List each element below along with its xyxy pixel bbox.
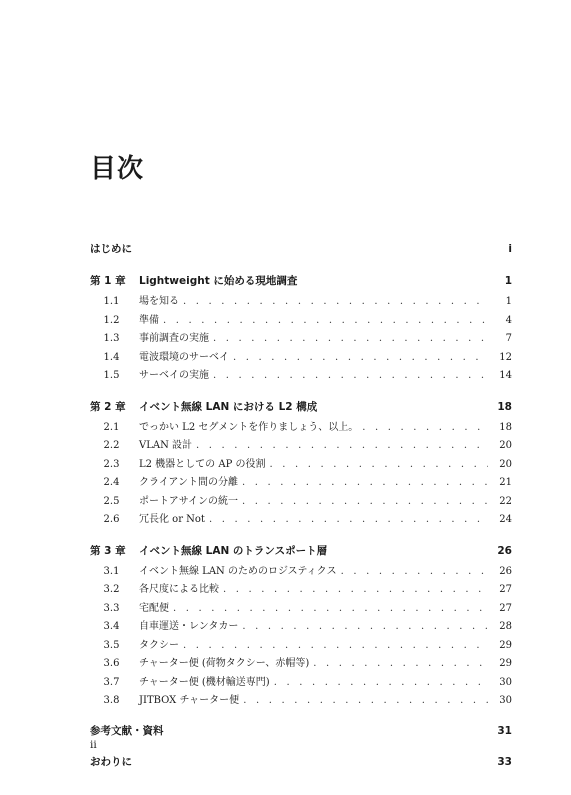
section-page: 12	[499, 351, 512, 363]
section-page: 22	[499, 495, 512, 507]
section-number: 2.1	[103, 421, 120, 433]
section-number: 2.6	[103, 514, 120, 525]
chapter-heading[interactable]	[90, 273, 512, 292]
chapter-number: 第 1 章	[90, 275, 126, 287]
dot-leader	[362, 422, 488, 433]
section-entry[interactable]	[90, 654, 512, 673]
chapter-page: 1	[504, 275, 512, 287]
dot-leader	[183, 296, 488, 307]
section-title: 宅配便	[139, 602, 169, 614]
section-title: 場を知る	[139, 296, 179, 307]
section-page: 27	[499, 602, 512, 614]
dot-leader	[233, 352, 488, 363]
dot-leader	[341, 566, 488, 577]
dot-leader	[270, 459, 489, 470]
section-entry[interactable]	[90, 311, 512, 330]
dot-leader	[242, 621, 488, 632]
section-page: 18	[499, 421, 512, 433]
dot-leader	[163, 315, 488, 326]
section-page: 30	[499, 676, 512, 688]
section-page: 30	[499, 695, 512, 706]
section-page: 29	[499, 639, 512, 651]
section-page: 28	[499, 621, 512, 632]
dot-leader	[196, 440, 488, 451]
section-page: 21	[499, 477, 512, 488]
chapter-block	[90, 399, 512, 529]
section-entry[interactable]	[90, 562, 512, 581]
section-entry[interactable]	[90, 418, 512, 437]
entry-page: 31	[497, 724, 512, 737]
chapter-page: 18	[497, 400, 512, 413]
section-page: 1	[505, 296, 512, 307]
chapter-page: 26	[497, 544, 512, 557]
entry-label: 参考文献・資料	[90, 724, 164, 737]
section-entry[interactable]	[90, 329, 512, 348]
section-title: イベント無線 LAN のためのロジスティクス	[139, 565, 337, 577]
section-title: 各尺度による比較	[139, 584, 219, 595]
section-entry[interactable]	[90, 599, 512, 618]
section-number: 2.5	[103, 495, 120, 507]
section-number: 2.4	[103, 477, 120, 488]
page-number: ii	[90, 739, 97, 751]
chapter-number: 第 3 章	[90, 544, 126, 557]
toc-entry-afterword[interactable]	[90, 754, 512, 772]
dot-leader	[209, 514, 488, 525]
section-number: 1.2	[103, 314, 120, 326]
section-entry[interactable]	[90, 673, 512, 692]
dot-leader	[183, 640, 488, 651]
section-number: 3.2	[103, 584, 120, 595]
section-number: 3.8	[103, 695, 120, 706]
section-entry[interactable]	[90, 292, 512, 311]
section-entry[interactable]	[90, 617, 512, 636]
chapter-block	[90, 543, 512, 710]
dot-leader	[213, 370, 488, 381]
dot-leader	[313, 658, 488, 669]
section-entry[interactable]	[90, 510, 512, 529]
section-title: サーベイの実施	[139, 370, 209, 381]
section-page: 7	[505, 333, 512, 344]
toc-entry-front[interactable]	[90, 241, 512, 259]
section-entry[interactable]	[90, 492, 512, 511]
toc-entry-references[interactable]	[90, 723, 512, 741]
dot-leader	[242, 496, 488, 507]
section-page: 20	[499, 458, 512, 470]
section-page: 14	[499, 370, 512, 381]
dot-leader	[213, 333, 488, 344]
section-number: 3.1	[103, 565, 120, 577]
section-title: ポートアサインの統一	[139, 495, 238, 507]
section-number: 2.2	[103, 440, 120, 451]
section-page: 4	[505, 314, 512, 326]
dot-leader	[173, 603, 488, 614]
chapter-heading[interactable]	[90, 543, 512, 562]
section-title: クライアント間の分離	[139, 477, 238, 488]
section-number: 3.6	[103, 658, 120, 669]
table-of-contents	[90, 241, 512, 772]
dot-leader	[274, 677, 488, 688]
section-entry[interactable]	[90, 636, 512, 655]
section-number: 3.3	[103, 602, 120, 614]
chapter-heading[interactable]	[90, 399, 512, 418]
section-title: L2 機器としての AP の役割	[139, 458, 266, 470]
section-entry[interactable]	[90, 580, 512, 599]
chapter-title: イベント無線 LAN における L2 構成	[139, 400, 318, 413]
section-page: 29	[499, 658, 512, 669]
chapter-title: Lightweight に始める現地調査	[139, 275, 298, 287]
section-entry[interactable]	[90, 348, 512, 367]
entry-label: おわりに	[90, 755, 132, 768]
section-title: チャーター便 (機材輸送専門)	[139, 676, 270, 688]
entry-page: 33	[497, 755, 512, 768]
section-title: 準備	[139, 314, 159, 326]
dot-leader	[242, 477, 488, 488]
section-number: 1.5	[103, 370, 120, 381]
chapter-block	[90, 273, 512, 385]
section-entry[interactable]	[90, 455, 512, 474]
section-title: 自車運送・レンタカー	[139, 621, 239, 632]
section-title: 電波環境のサーベイ	[139, 351, 229, 363]
section-number: 3.5	[103, 639, 120, 651]
section-entry[interactable]	[90, 366, 512, 385]
section-page: 27	[499, 584, 512, 595]
section-entry[interactable]	[90, 436, 512, 455]
section-number: 3.7	[103, 676, 120, 688]
section-title: VLAN 設計	[139, 440, 193, 451]
chapter-title: イベント無線 LAN のトランスポート層	[139, 544, 328, 557]
section-title: 事前調査の実施	[139, 333, 209, 344]
section-number: 2.3	[103, 458, 120, 470]
section-title: でっかい L2 セグメントを作りましょう、以上。	[139, 421, 359, 433]
section-entry[interactable]	[90, 473, 512, 492]
page-title: 目次	[90, 154, 145, 184]
section-page: 24	[499, 514, 512, 525]
entry-page: i	[508, 243, 512, 255]
section-number: 1.1	[103, 296, 120, 307]
section-number: 3.4	[103, 621, 120, 632]
section-title: チャーター便 (荷物タクシー、赤帽等)	[139, 658, 310, 669]
entry-label: はじめに	[90, 243, 132, 255]
section-page: 20	[499, 440, 512, 451]
section-title: 冗長化 or Not	[139, 514, 205, 525]
section-page: 26	[499, 565, 512, 577]
dot-leader	[243, 695, 488, 706]
section-title: JITBOX チャーター便	[139, 695, 240, 706]
dot-leader	[223, 584, 488, 595]
section-number: 1.4	[103, 351, 120, 363]
section-number: 1.3	[103, 333, 120, 344]
chapter-number: 第 2 章	[90, 400, 126, 413]
section-title: タクシー	[139, 639, 179, 651]
section-entry[interactable]	[90, 691, 512, 710]
